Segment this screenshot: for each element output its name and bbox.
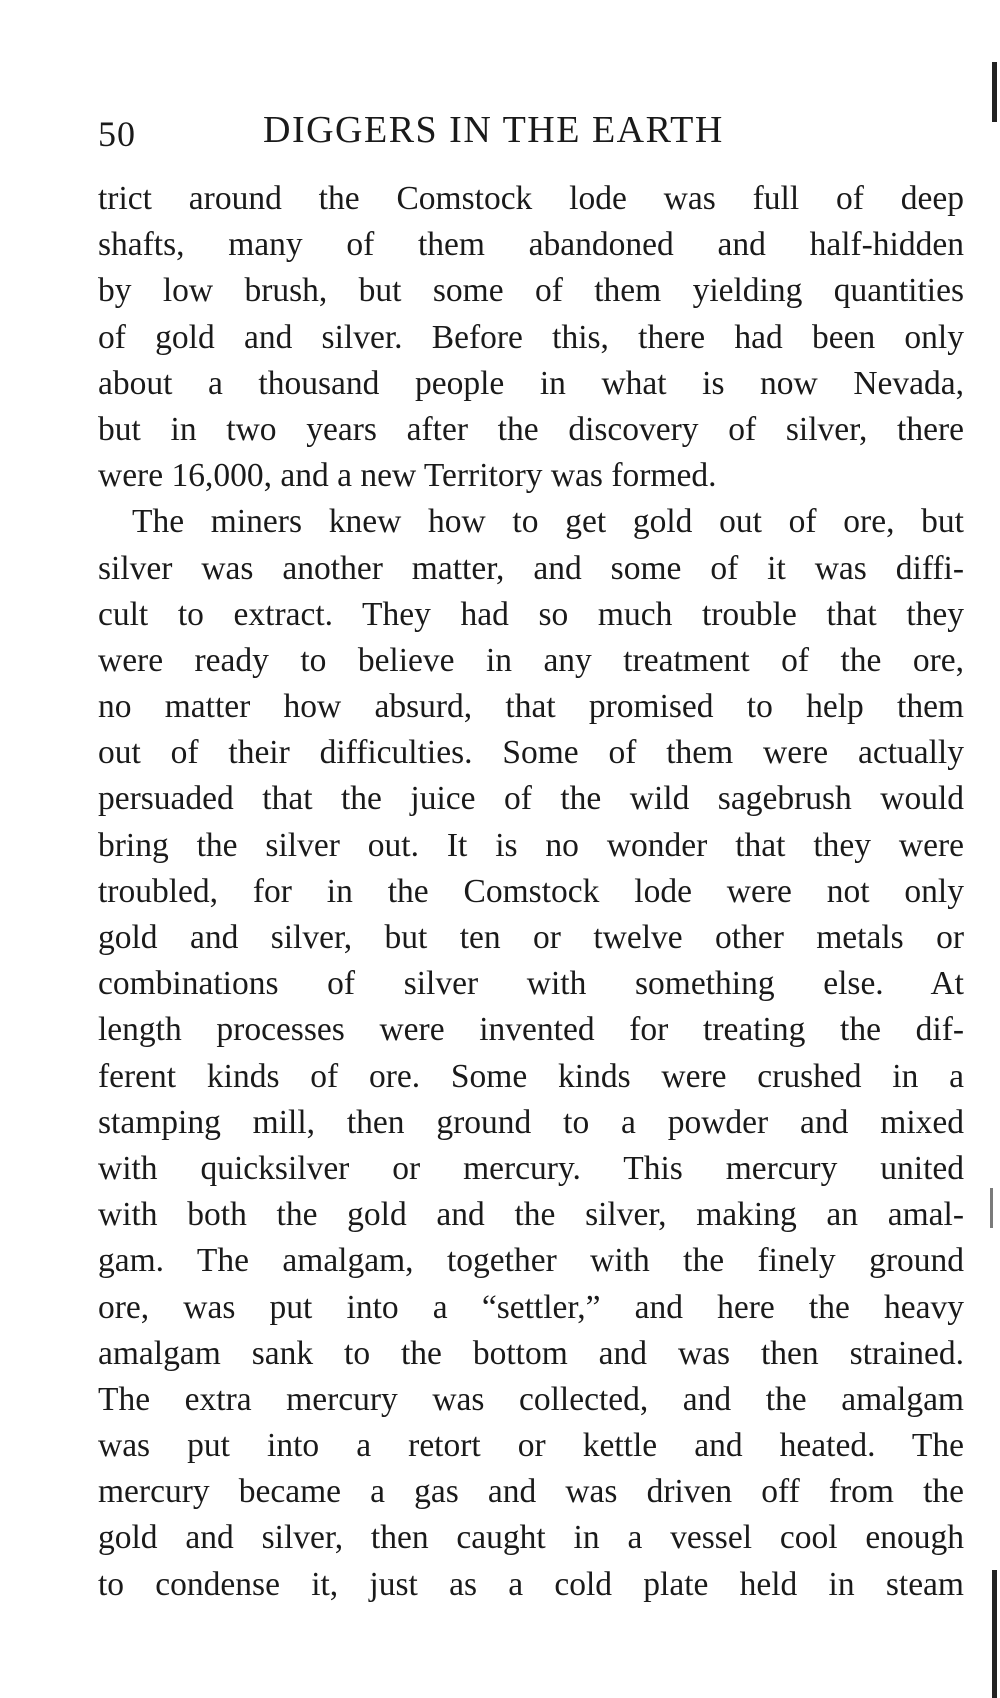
- text-line: gold and silver, but ten or twelve other metals or: [98, 919, 964, 956]
- text-line: troubled, for in the Comstock lode were not only: [98, 872, 964, 910]
- scan-artifact-middle: [990, 1188, 993, 1228]
- text-line: amalgam sank to the bottom and was then strained.: [98, 1334, 964, 1372]
- text-line: stamping mill, then ground to a powder and mixed: [98, 1103, 964, 1141]
- page-header: [98, 102, 964, 158]
- text-line: to condense it, just as a cold plate held in steam: [98, 1565, 964, 1603]
- text-line: out of their difficulties. Some of them were actually: [98, 734, 964, 772]
- text-line: cult to extract. They had so much trouble that they: [98, 595, 964, 633]
- text-line: gam. The amalgam, together with the finely ground: [98, 1242, 964, 1280]
- text-line: combinations of silver with something else. At: [98, 965, 964, 1003]
- text-line: with quicksilver or mercury. This mercury united: [98, 1149, 964, 1187]
- text-line: was put into a retort or kettle and heated. The: [98, 1427, 964, 1465]
- text-line: persuaded that the juice of the wild sagebrush would: [98, 780, 964, 818]
- text-line: ferent kinds of ore. Some kinds were crushed in a: [98, 1057, 964, 1095]
- text-line: gold and silver, then caught in a vessel cool enough: [98, 1519, 964, 1557]
- text-line: of gold and silver. Before this, there had been only: [98, 318, 964, 356]
- text-line: trict around the Comstock lode was full of deep: [98, 180, 964, 217]
- text-line: with both the gold and the silver, making an amal-: [98, 1196, 964, 1234]
- text-line: shafts, many of them abandoned and half-hidden: [98, 226, 964, 264]
- text-line: by low brush, but some of them yielding quantities: [98, 272, 964, 310]
- running-head: DIGGERS IN THE EARTH: [263, 109, 724, 151]
- text-line: The extra mercury was collected, and the amalgam: [98, 1380, 964, 1418]
- text-line: were 16,000, and a new Territory was formed.: [98, 457, 717, 495]
- body-text: [98, 176, 964, 1608]
- text-line: no matter how absurd, that promised to help them: [98, 688, 964, 726]
- text-line: mercury became a gas and was driven off from the: [98, 1473, 964, 1511]
- text-line: ore, was put into a “settler,” and here the heavy: [98, 1288, 964, 1326]
- text-line: bring the silver out. It is no wonder that they were: [98, 826, 964, 864]
- scan-artifact-bottom: [992, 1570, 997, 1698]
- text-line: about a thousand people in what is now Nevada,: [98, 364, 964, 402]
- scan-artifact-top: [992, 62, 997, 122]
- text-line: silver was another matter, and some of it was diffi-: [98, 549, 964, 587]
- book-page: [98, 0, 964, 1698]
- page-number: 50: [98, 114, 136, 154]
- text-line: but in two years after the discovery of silver, there: [98, 410, 964, 448]
- text-line: The miners knew how to get gold out of ore, but: [132, 503, 964, 541]
- text-line: were ready to believe in any treatment of the ore,: [98, 641, 964, 679]
- text-line: length processes were invented for treating the dif-: [98, 1011, 964, 1049]
